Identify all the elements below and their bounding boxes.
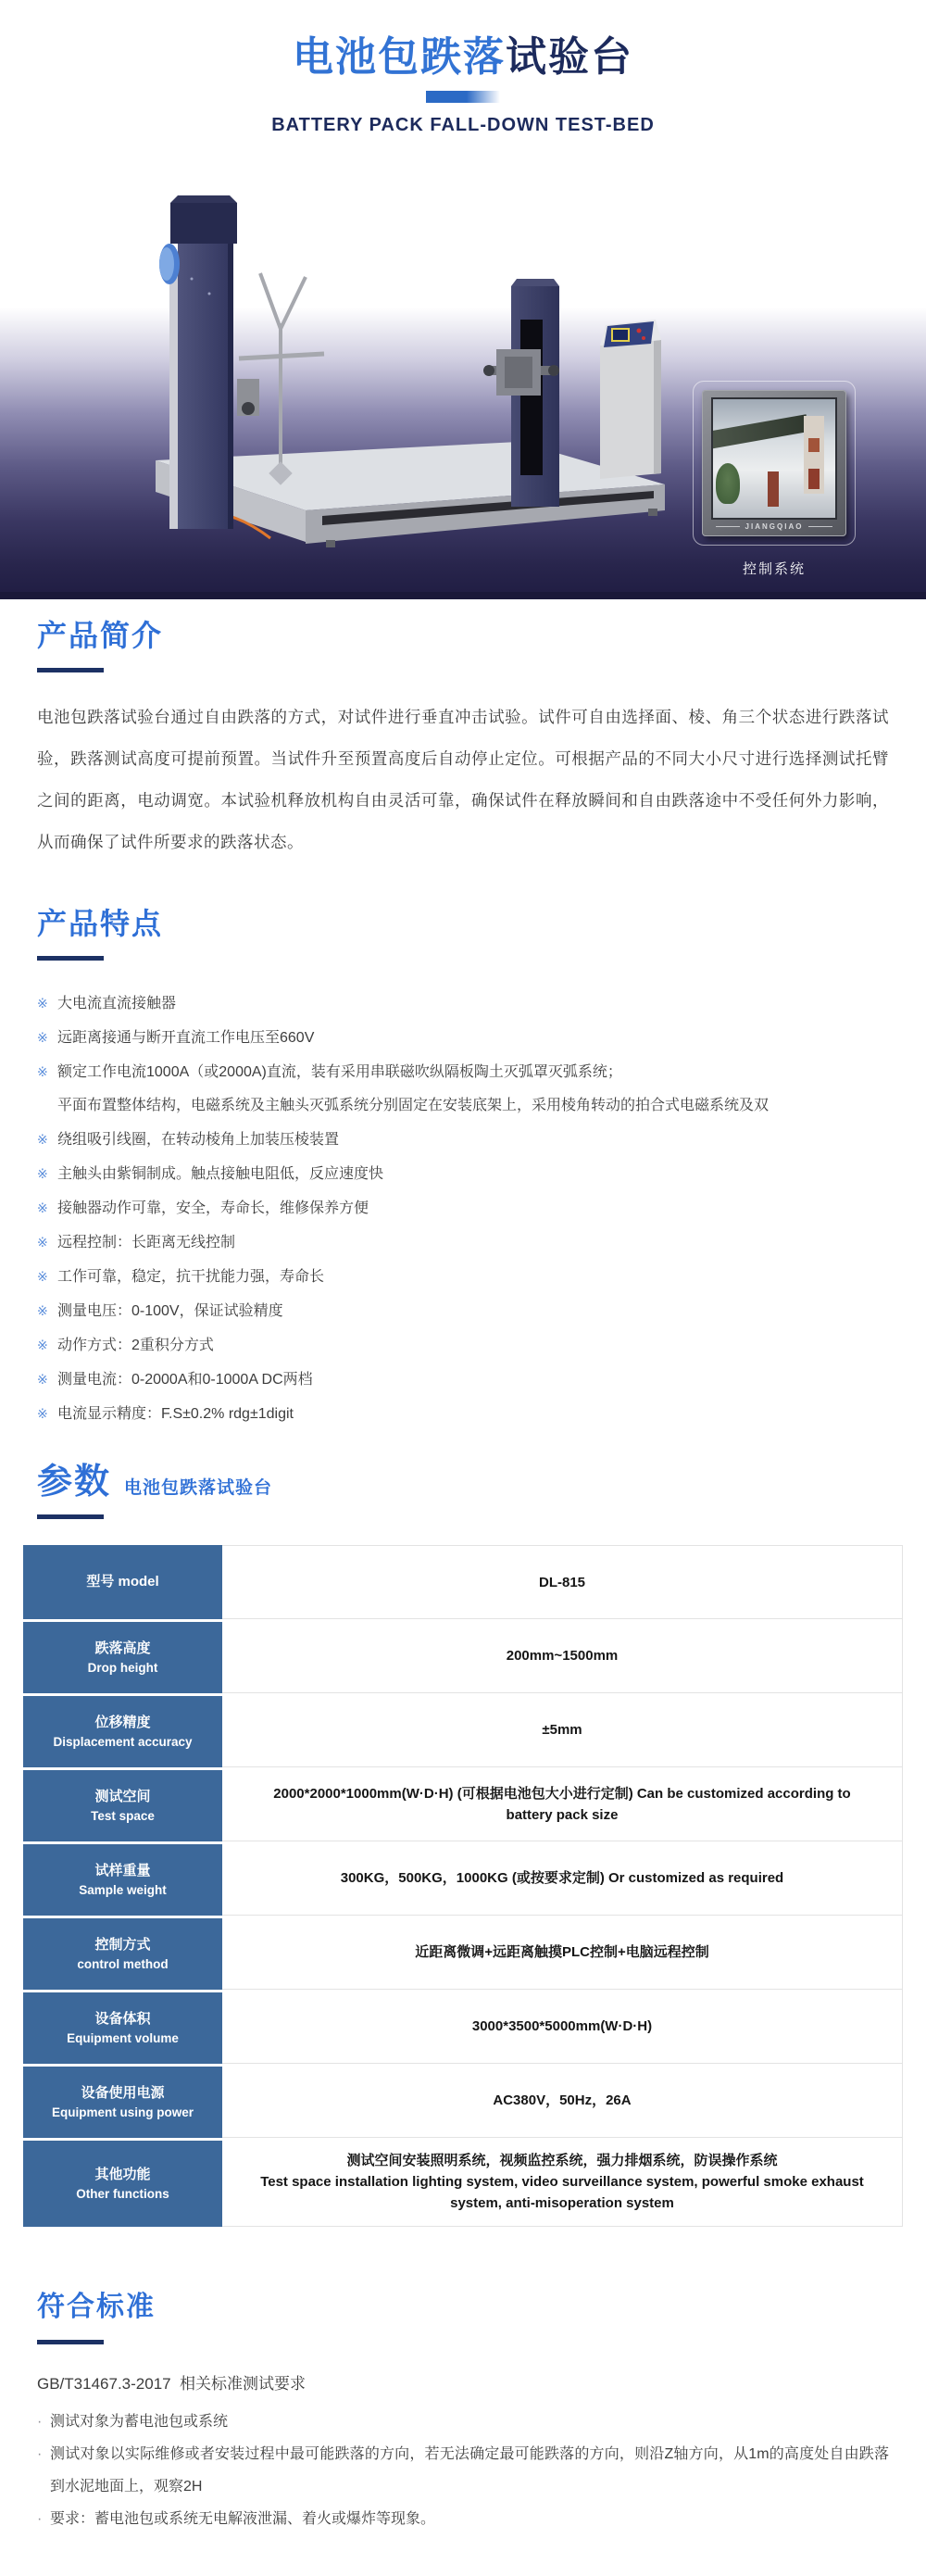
spec-row-displacement-accuracy — [23, 1693, 903, 1767]
control-console — [600, 320, 661, 479]
title-accent-bar — [426, 91, 500, 103]
feature-item — [37, 1089, 889, 1123]
specs-heading-row — [0, 1461, 926, 1503]
spec-label: 位移精度 Displacement accuracy — [23, 1693, 222, 1767]
feature-marker: ※ — [37, 1338, 48, 1352]
feature-text: 大电流直流接触器 — [57, 996, 177, 1012]
section-specs — [0, 1431, 926, 2227]
feature-item — [37, 1260, 889, 1294]
spec-row-test-space — [23, 1767, 903, 1841]
spec-row-model — [23, 1545, 903, 1619]
brand-line-left — [716, 526, 740, 527]
photo-building-tower — [804, 416, 824, 494]
feature-text: 平面布置整体结构，电磁系统及主触头灭弧系统分别固定在安装底架上，采用棱角转动的拍合式电磁系统及双 — [57, 1098, 770, 1113]
control-system-caption: 控制系统 — [742, 561, 806, 577]
standards-list — [37, 2406, 889, 2535]
standards-item — [37, 2503, 889, 2535]
standards-intro-line: GB/T31467.3-2017 相关标准测试要求 — [37, 2375, 307, 2393]
feature-marker: ※ — [37, 1200, 48, 1215]
bullet-dot: · — [37, 2414, 43, 2430]
spec-label: 设备使用电源 Equipment using power — [23, 2064, 222, 2138]
spec-row-control-method — [23, 1916, 903, 1990]
page-header — [0, 0, 926, 136]
monitor-screen-photo — [711, 397, 837, 520]
section-product-intro — [0, 599, 926, 863]
spec-value: ±5mm — [222, 1693, 903, 1767]
feature-text: 电流显示精度：F.S±0.2% rdg±1digit — [57, 1406, 294, 1422]
spec-row-sample-weight — [23, 1841, 903, 1916]
specs-heading: 参数 — [37, 1463, 112, 1502]
intro-heading: 产品简介 — [37, 619, 164, 652]
feature-item — [37, 1397, 889, 1431]
control-system-callout — [693, 381, 856, 578]
feature-marker: ※ — [37, 1303, 48, 1318]
standards-heading: 符合标准 — [37, 2292, 156, 2322]
feature-item — [37, 1294, 889, 1328]
feature-marker: ※ — [37, 1372, 48, 1387]
feature-text: 绕组吸引线圈，在转动棱角上加装压棱装置 — [57, 1132, 340, 1148]
feature-item — [37, 1328, 889, 1363]
feature-marker: ※ — [37, 996, 48, 1011]
feature-text: 主触头由紫铜制成。触点接触电阻低，反应速度快 — [57, 1166, 384, 1182]
intro-paragraph: 电池包跌落试验台通过自由跌落的方式，对试件进行垂直冲击试验。试件可自由选择面、棱、角三个状态进行跌落试验，跌落测试高度可提前预置。当试件升至预置高度后自动停止定位。可根据产品的不同大小尺寸进行选择测试托臂之间的距离，电动调宽。本试验机释放机构自由灵活可靠，确保试件在释放瞬间和自由跌落途中不受任何外力影响，从而确保了试件所要求的跌落状态。 — [37, 708, 889, 851]
feature-marker: ※ — [37, 1064, 48, 1079]
feature-item — [37, 1225, 889, 1260]
feature-marker: ※ — [37, 1166, 48, 1181]
spec-label: 测试空间 Test space — [23, 1767, 222, 1841]
feature-text: 接触器动作可靠，安全，寿命长，维修保养方便 — [57, 1200, 369, 1216]
features-heading: 产品特点 — [37, 907, 164, 940]
page-subtitle: BATTERY PACK FALL-DOWN TEST-BED — [271, 115, 655, 135]
photo-door — [768, 471, 779, 507]
photo-tree — [716, 463, 740, 504]
feature-item — [37, 1363, 889, 1397]
feature-item — [37, 1055, 889, 1089]
spec-label: 控制方式 control method — [23, 1916, 222, 1990]
standards-item — [37, 2438, 889, 2503]
bullet-dot: · — [37, 2511, 43, 2527]
spec-table — [23, 1545, 903, 2227]
product-hero-image — [0, 147, 926, 599]
feature-item — [37, 1021, 889, 1055]
spec-value: 2000*2000*1000mm(W·D·H) (可根据电池包大小进行定制) Can be customized according to battery pack size — [222, 1767, 903, 1841]
feature-item — [37, 986, 889, 1021]
spec-row-drop-height — [23, 1619, 903, 1693]
feature-text: 远程控制：长距离无线控制 — [57, 1235, 236, 1250]
standards-item-text: 测试对象以实际维修或者安装过程中最可能跌落的方向，若无法确定最可能跌落的方向，则沿Z轴方向，从1m的高度处自由跌落到水泥地面上，观察2H — [50, 2446, 889, 2494]
monitor-bezel — [702, 390, 846, 536]
section-product-features — [0, 863, 926, 1431]
brand-text: JIANGQIAO — [745, 522, 804, 531]
monitor-brand — [711, 520, 837, 534]
feature-text: 测量电压：0-100V，保证试验精度 — [57, 1303, 283, 1319]
feature-item — [37, 1123, 889, 1157]
spec-value: 测试空间安装照明系统，视频监控系统，强力排烟系统，防误操作系统 Test space installation lighting system, video surveillance system, powerful smoke exhaust system, anti-misoperation system — [222, 2138, 903, 2227]
standards-item — [37, 2406, 889, 2438]
standards-item-text: 测试对象为蓄电池包或系统 — [50, 2414, 229, 2430]
spec-label: 试样重量 Sample weight — [23, 1841, 222, 1916]
page-title — [0, 33, 926, 82]
specs-heading-underline — [37, 1514, 104, 1519]
features-list — [37, 986, 889, 1431]
features-heading-underline — [37, 956, 104, 961]
left-tower — [159, 195, 237, 529]
bullet-dot: · — [37, 2446, 43, 2462]
feature-marker: ※ — [37, 1269, 48, 1284]
title-highlight: 电池包跌落 — [293, 34, 506, 80]
spec-value: DL-815 — [222, 1545, 903, 1619]
title-rest: 试验台 — [506, 34, 633, 80]
feature-item — [37, 1191, 889, 1225]
spec-row-equipment-power — [23, 2064, 903, 2138]
spec-label: 型号 model — [23, 1545, 222, 1619]
spec-label: 设备体积 Equipment volume — [23, 1990, 222, 2064]
feature-text: 动作方式：2重积分方式 — [57, 1338, 214, 1353]
specs-heading-sub: 电池包跌落试验台 — [124, 1478, 273, 1498]
spec-value: 3000*3500*5000mm(W·D·H) — [222, 1990, 903, 2064]
standards-heading-underline — [37, 2340, 104, 2344]
intro-heading-underline — [37, 668, 104, 672]
feature-marker: ※ — [37, 1235, 48, 1250]
spec-value: AC380V，50Hz，26A — [222, 2064, 903, 2138]
section-standards — [0, 2227, 926, 2535]
brand-line-right — [808, 526, 832, 527]
spec-value: 200mm~1500mm — [222, 1619, 903, 1693]
hmi-monitor — [693, 381, 856, 546]
feature-text: 工作可靠，稳定，抗干扰能力强，寿命长 — [57, 1269, 325, 1285]
feature-item — [37, 1157, 889, 1191]
spec-row-equipment-volume — [23, 1990, 903, 2064]
spec-label: 其他功能 Other functions — [23, 2138, 222, 2227]
feature-marker: ※ — [37, 1030, 48, 1045]
spec-value: 近距离微调+远距离触摸PLC控制+电脑远程控制 — [222, 1916, 903, 1990]
spec-row-other-functions — [23, 2138, 903, 2227]
spec-value: 300KG，500KG，1000KG (或按要求定制) Or customized as required — [222, 1841, 903, 1916]
feature-text: 远距离接通与断开直流工作电压至660V — [57, 1030, 315, 1046]
feature-text: 额定工作电流1000A（或2000A)直流，装有采用串联磁吹纵隔板陶土灭弧罩灭弧系统； — [57, 1064, 622, 1080]
feature-marker: ※ — [37, 1406, 48, 1421]
spec-label: 跌落高度 Drop height — [23, 1619, 222, 1693]
feature-marker: ※ — [37, 1132, 48, 1147]
standards-item-text: 要求：蓄电池包或系统无电解液泄漏、着火或爆炸等现象。 — [50, 2511, 436, 2527]
feature-text: 测量电流：0-2000A和0-1000A DC两档 — [57, 1372, 313, 1388]
